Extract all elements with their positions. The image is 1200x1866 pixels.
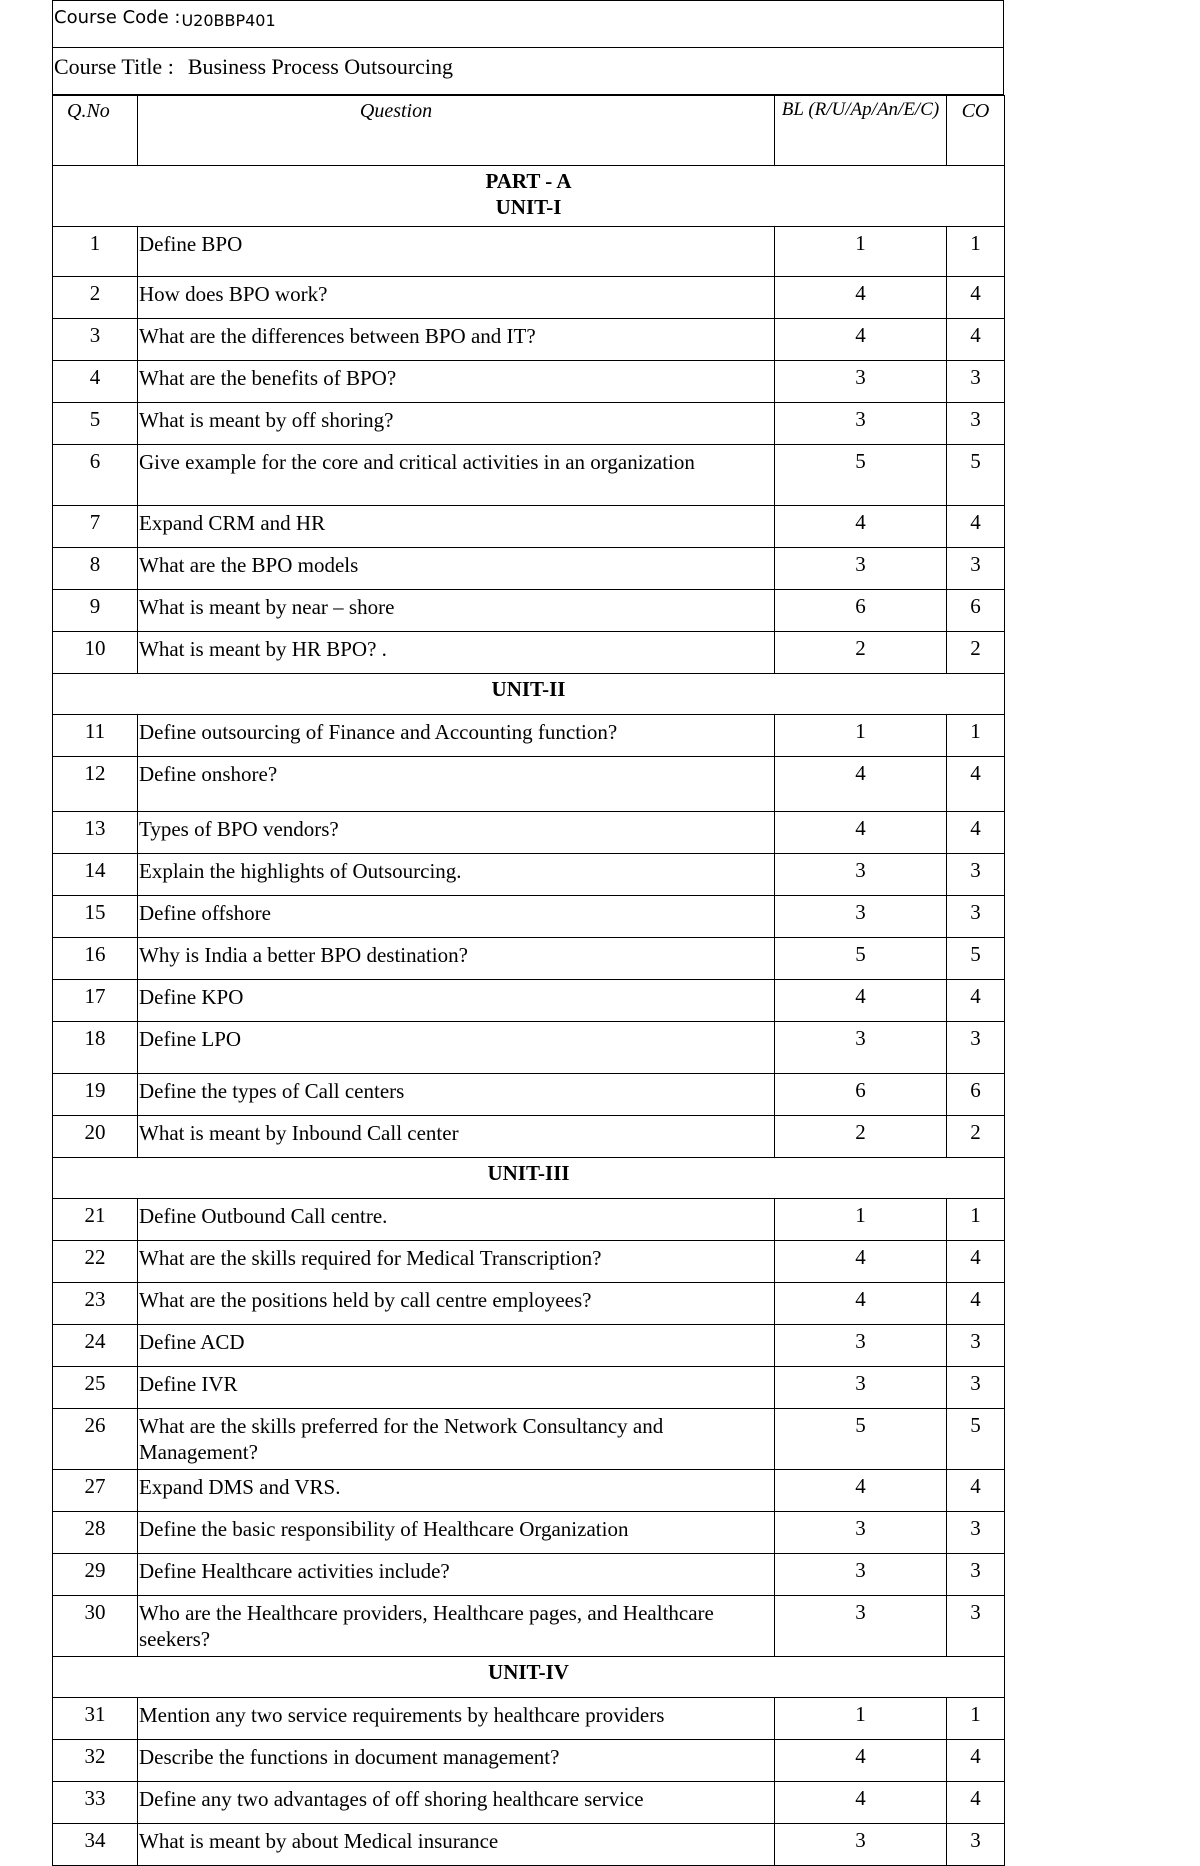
- question-row: [53, 1470, 1005, 1512]
- course-outcome: 3: [947, 1824, 1005, 1866]
- course-outcome: 4: [947, 1241, 1005, 1283]
- course-outcome: 3: [947, 1554, 1005, 1596]
- question-row: [53, 1241, 1005, 1283]
- bloom-level: 4: [775, 319, 947, 361]
- bloom-level: 4: [775, 277, 947, 319]
- question-text: What are the skills preferred for the Network Consultancy and Management?: [138, 1409, 775, 1470]
- question-number: 30: [53, 1596, 138, 1657]
- unit-header: [53, 1657, 1005, 1698]
- course-outcome: 3: [947, 1325, 1005, 1367]
- question-row: [53, 445, 1005, 506]
- question-number: 21: [53, 1199, 138, 1241]
- bloom-level: 5: [775, 1409, 947, 1470]
- question-text: Define offshore: [138, 896, 775, 938]
- question-number: 27: [53, 1470, 138, 1512]
- question-number: 17: [53, 980, 138, 1022]
- question-number: 23: [53, 1283, 138, 1325]
- question-text: What is meant by about Medical insurance: [138, 1824, 775, 1866]
- question-row: [53, 1824, 1005, 1866]
- question-row: [53, 403, 1005, 445]
- bloom-level: 1: [775, 227, 947, 277]
- unit-header: [53, 166, 1005, 227]
- question-row: [53, 1596, 1005, 1657]
- unit-header: [53, 674, 1005, 715]
- question-row: [53, 1022, 1005, 1074]
- course-info: [52, 0, 1004, 95]
- question-row: [53, 1554, 1005, 1596]
- course-outcome: 4: [947, 812, 1005, 854]
- course-outcome: 3: [947, 548, 1005, 590]
- course-outcome: 2: [947, 1116, 1005, 1158]
- question-row: [53, 1698, 1005, 1740]
- course-outcome: 5: [947, 1409, 1005, 1470]
- bloom-level: 5: [775, 445, 947, 506]
- question-row: [53, 1074, 1005, 1116]
- unit-label: UNIT-II: [491, 677, 566, 701]
- question-row: [53, 1325, 1005, 1367]
- question-text: What are the skills required for Medical Transcription?: [138, 1241, 775, 1283]
- bloom-level: 4: [775, 1283, 947, 1325]
- question-number: 26: [53, 1409, 138, 1470]
- table-body: [53, 166, 1005, 1866]
- bloom-level: 4: [775, 1782, 947, 1824]
- bloom-level: 3: [775, 896, 947, 938]
- course-outcome: 4: [947, 506, 1005, 548]
- question-number: 14: [53, 854, 138, 896]
- course-outcome: 3: [947, 1367, 1005, 1409]
- bloom-level: 4: [775, 1740, 947, 1782]
- question-text: Define KPO: [138, 980, 775, 1022]
- question-text: Define BPO: [138, 227, 775, 277]
- question-number: 12: [53, 757, 138, 812]
- bloom-level: 3: [775, 361, 947, 403]
- question-text: Define IVR: [138, 1367, 775, 1409]
- bloom-level: 5: [775, 938, 947, 980]
- question-row: [53, 896, 1005, 938]
- question-number: 25: [53, 1367, 138, 1409]
- question-text: Define the types of Call centers: [138, 1074, 775, 1116]
- question-text: What is meant by Inbound Call center: [138, 1116, 775, 1158]
- header-qno: Q.No: [53, 96, 138, 166]
- course-outcome: 2: [947, 632, 1005, 674]
- bloom-level: 1: [775, 715, 947, 757]
- course-outcome: 4: [947, 319, 1005, 361]
- header-question: Question: [138, 96, 775, 166]
- course-title-value: Business Process Outsourcing: [187, 54, 454, 79]
- question-number: 9: [53, 590, 138, 632]
- course-outcome: 4: [947, 1740, 1005, 1782]
- course-outcome: 5: [947, 445, 1005, 506]
- course-outcome: 1: [947, 227, 1005, 277]
- unit-header-row: [53, 1158, 1005, 1199]
- question-text: Types of BPO vendors?: [138, 812, 775, 854]
- question-text: Define Healthcare activities include?: [138, 1554, 775, 1596]
- question-row: [53, 980, 1005, 1022]
- course-outcome: 5: [947, 938, 1005, 980]
- bloom-level: 1: [775, 1199, 947, 1241]
- course-outcome: 3: [947, 1596, 1005, 1657]
- bloom-level: 2: [775, 632, 947, 674]
- question-text: Explain the highlights of Outsourcing.: [138, 854, 775, 896]
- question-number: 33: [53, 1782, 138, 1824]
- unit-label: UNIT-I: [495, 195, 562, 219]
- question-row: [53, 227, 1005, 277]
- question-text: Define any two advantages of off shoring healthcare service: [138, 1782, 775, 1824]
- question-number: 31: [53, 1698, 138, 1740]
- course-outcome: 3: [947, 1512, 1005, 1554]
- course-outcome: 6: [947, 590, 1005, 632]
- bloom-level: 4: [775, 1470, 947, 1512]
- bloom-level: 3: [775, 1367, 947, 1409]
- question-number: 2: [53, 277, 138, 319]
- question-row: [53, 1199, 1005, 1241]
- course-outcome: 3: [947, 361, 1005, 403]
- course-code-row: [53, 1, 1003, 48]
- question-text: Define outsourcing of Finance and Accounting function?: [138, 715, 775, 757]
- question-number: 32: [53, 1740, 138, 1782]
- bloom-level: 4: [775, 980, 947, 1022]
- question-number: 18: [53, 1022, 138, 1074]
- bloom-level: 3: [775, 1824, 947, 1866]
- question-row: [53, 1116, 1005, 1158]
- question-row: [53, 715, 1005, 757]
- course-code-label: Course Code :: [54, 7, 181, 28]
- question-row: [53, 506, 1005, 548]
- unit-header: [53, 1158, 1005, 1199]
- course-outcome: 4: [947, 1470, 1005, 1512]
- course-outcome: 3: [947, 1022, 1005, 1074]
- bloom-level: 3: [775, 1022, 947, 1074]
- question-row: [53, 590, 1005, 632]
- course-outcome: 3: [947, 896, 1005, 938]
- question-sheet: [52, 0, 1004, 1866]
- bloom-level: 4: [775, 757, 947, 812]
- question-number: 1: [53, 227, 138, 277]
- question-number: 34: [53, 1824, 138, 1866]
- question-row: [53, 1740, 1005, 1782]
- course-outcome: 1: [947, 1199, 1005, 1241]
- question-text: What are the benefits of BPO?: [138, 361, 775, 403]
- question-row: [53, 548, 1005, 590]
- question-text: Define Outbound Call centre.: [138, 1199, 775, 1241]
- course-outcome: 6: [947, 1074, 1005, 1116]
- question-text: What is meant by HR BPO? .: [138, 632, 775, 674]
- question-row: [53, 854, 1005, 896]
- course-outcome: 3: [947, 854, 1005, 896]
- question-text: How does BPO work?: [138, 277, 775, 319]
- course-title-label: Course Title :: [54, 54, 174, 79]
- unit-header-row: [53, 674, 1005, 715]
- unit-header-row: [53, 166, 1005, 227]
- question-row: [53, 1512, 1005, 1554]
- bloom-level: 2: [775, 1116, 947, 1158]
- question-row: [53, 277, 1005, 319]
- question-text: Who are the Healthcare providers, Healthcare pages, and Healthcare seekers?: [138, 1596, 775, 1657]
- question-text: What are the differences between BPO and IT?: [138, 319, 775, 361]
- question-text: Define onshore?: [138, 757, 775, 812]
- question-text: Define the basic responsibility of Healthcare Organization: [138, 1512, 775, 1554]
- bloom-level: 3: [775, 854, 947, 896]
- question-text: Give example for the core and critical activities in an organization: [138, 445, 775, 506]
- question-text: Expand CRM and HR: [138, 506, 775, 548]
- question-text: Describe the functions in document management?: [138, 1740, 775, 1782]
- bloom-level: 3: [775, 403, 947, 445]
- question-number: 10: [53, 632, 138, 674]
- course-outcome: 1: [947, 715, 1005, 757]
- bloom-level: 6: [775, 590, 947, 632]
- course-title-row: [53, 48, 1003, 95]
- course-outcome: 4: [947, 757, 1005, 812]
- question-row: [53, 632, 1005, 674]
- bloom-level: 6: [775, 1074, 947, 1116]
- question-text: What is meant by near – shore: [138, 590, 775, 632]
- bloom-level: 1: [775, 1698, 947, 1740]
- question-number: 8: [53, 548, 138, 590]
- header-bl: BL (R/U/Ap/An/E/C): [775, 96, 947, 166]
- question-text: Mention any two service requirements by healthcare providers: [138, 1698, 775, 1740]
- question-text: Expand DMS and VRS.: [138, 1470, 775, 1512]
- bloom-level: 3: [775, 1325, 947, 1367]
- header-co: CO: [947, 96, 1005, 166]
- question-number: 4: [53, 361, 138, 403]
- bloom-level: 3: [775, 1596, 947, 1657]
- question-row: [53, 1283, 1005, 1325]
- question-number: 13: [53, 812, 138, 854]
- question-number: 11: [53, 715, 138, 757]
- question-text: What are the BPO models: [138, 548, 775, 590]
- course-outcome: 3: [947, 403, 1005, 445]
- question-row: [53, 757, 1005, 812]
- course-outcome: 4: [947, 980, 1005, 1022]
- question-number: 24: [53, 1325, 138, 1367]
- course-outcome: 4: [947, 1782, 1005, 1824]
- bloom-level: 4: [775, 1241, 947, 1283]
- table-header-row: [53, 96, 1005, 166]
- question-row: [53, 938, 1005, 980]
- question-row: [53, 1409, 1005, 1470]
- bloom-level: 3: [775, 1554, 947, 1596]
- course-code-value: U20BBP401: [181, 11, 276, 30]
- question-number: 19: [53, 1074, 138, 1116]
- question-text: Define LPO: [138, 1022, 775, 1074]
- question-number: 29: [53, 1554, 138, 1596]
- question-number: 7: [53, 506, 138, 548]
- question-number: 16: [53, 938, 138, 980]
- question-row: [53, 1367, 1005, 1409]
- bloom-level: 3: [775, 548, 947, 590]
- question-text: What are the positions held by call centre employees?: [138, 1283, 775, 1325]
- question-number: 5: [53, 403, 138, 445]
- question-row: [53, 361, 1005, 403]
- question-row: [53, 319, 1005, 361]
- question-number: 28: [53, 1512, 138, 1554]
- question-table: [52, 95, 1005, 1866]
- question-number: 6: [53, 445, 138, 506]
- bloom-level: 4: [775, 506, 947, 548]
- unit-label: UNIT-IV: [488, 1660, 569, 1684]
- question-number: 3: [53, 319, 138, 361]
- bloom-level: 3: [775, 1512, 947, 1554]
- question-row: [53, 1782, 1005, 1824]
- question-number: 22: [53, 1241, 138, 1283]
- question-text: What is meant by off shoring?: [138, 403, 775, 445]
- question-number: 15: [53, 896, 138, 938]
- unit-label: UNIT-III: [487, 1161, 570, 1185]
- course-outcome: 4: [947, 1283, 1005, 1325]
- course-outcome: 4: [947, 277, 1005, 319]
- part-label: PART - A: [485, 169, 572, 193]
- question-text: Why is India a better BPO destination?: [138, 938, 775, 980]
- course-outcome: 1: [947, 1698, 1005, 1740]
- question-number: 20: [53, 1116, 138, 1158]
- unit-header-row: [53, 1657, 1005, 1698]
- question-text: Define ACD: [138, 1325, 775, 1367]
- bloom-level: 4: [775, 812, 947, 854]
- question-row: [53, 812, 1005, 854]
